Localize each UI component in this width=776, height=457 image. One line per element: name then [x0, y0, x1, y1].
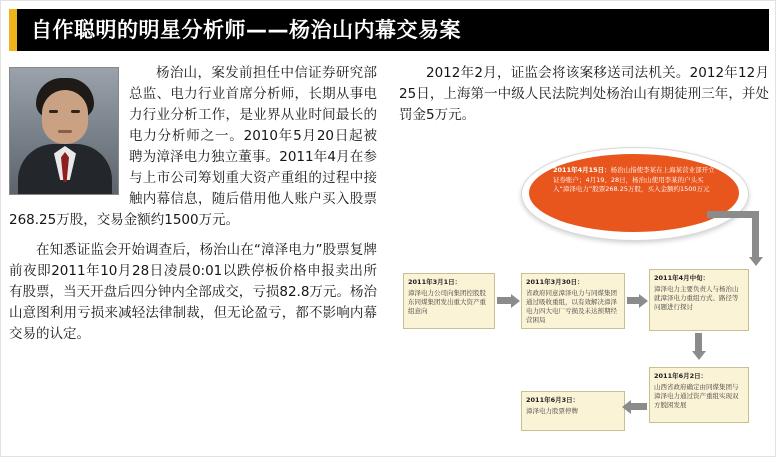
- page-title-bar: [9, 9, 769, 51]
- flow-arrow-3-4: [695, 333, 702, 353]
- highlight-date: 2011年4月15日：: [553, 166, 611, 174]
- flow-arrowhead-oval-node3: [749, 257, 763, 266]
- portrait-face: [42, 90, 88, 144]
- article-left-column: [9, 63, 377, 354]
- flow-node-body: 漳泽电力主要负责人与杨治山就漳泽电力重组方式、路径等问题进行探讨: [654, 285, 739, 311]
- flow-node-body: 漳泽电力公司向集团控股股东同煤集团发出重大资产重组意向: [408, 289, 486, 315]
- title-accent-bar: [9, 9, 17, 51]
- flow-node: [649, 367, 749, 423]
- flow-arrow-2-3: [627, 297, 639, 304]
- flow-node-date: 2011年6月2日：: [654, 372, 708, 380]
- flow-node-date: 2011年6月3日：: [526, 396, 580, 404]
- highlight-oval: [529, 154, 739, 232]
- flow-node-body: 省政府同意漳泽电力与同煤集团通过吸收重组，以有效解决漳泽电力四大电厂亏损及未达预期经营困局: [526, 289, 617, 324]
- flow-node: [521, 273, 625, 329]
- flow-node-body: 漳泽电力股票停牌: [526, 407, 578, 415]
- flow-arrowhead-3-4: [692, 351, 706, 360]
- paragraph: 在知悉证监会开始调查后，杨治山在“漳泽电力”股票复牌前夜即2011年10月28日凌晨0:01以跌停板价格申报卖出所有股票，当天开盘后四分钟内全部成交，亏损82.8万元。杨治山意图利用亏损来减轻法律制裁，但无论盈亏，都不影响内幕交易的认定。: [9, 242, 377, 342]
- flow-arrow-4-5: [631, 403, 647, 410]
- flow-arrowhead-4-5: [622, 400, 631, 414]
- flow-node-body: 山西省政府确定由同煤集团与漳泽电力通过资产重组实现双方脱困发展: [654, 383, 739, 409]
- page-title: 自作聪明的明星分析师——杨治山内幕交易案: [31, 18, 461, 42]
- flow-arrowhead-1-2: [511, 294, 520, 308]
- article-right-column: [399, 63, 769, 135]
- portrait-eye-left: [49, 110, 58, 113]
- portrait-photo: [9, 67, 119, 195]
- portrait-mouth: [58, 130, 72, 133]
- flow-node: [649, 269, 749, 331]
- case-timeline-flowchart: [397, 151, 771, 451]
- flow-node: [403, 273, 495, 329]
- flow-node: [521, 391, 625, 431]
- flow-arrow-oval-down: [752, 211, 759, 259]
- paragraph: 杨治山，案发前担任中信证券研究部总监、电力行业首席分析师，长期从事电力行业分析工作，是业界从业时间最长的电力分析师之一。2010年5月20日起被聘为漳泽电力独立董事。2011年4月在参与上市公司筹划重大资产重组的过程中接触内幕信息，随后借用他人账户买入股票268.25万股，交易金额约1500万元。: [9, 65, 377, 228]
- flow-node-date: 2011年3月30日：: [526, 278, 584, 286]
- flow-arrowhead-2-3: [639, 294, 648, 308]
- paragraph: 2012年2月，证监会将该案移送司法机关。2012年12月25日，上海第一中级人民法院判处杨治山有期徒刑三年，并处罚金5万元。: [399, 65, 769, 123]
- flow-node-date: 2011年3月1日：: [408, 278, 462, 286]
- flow-arrow-1-2: [497, 297, 511, 304]
- flow-node-date: 2011年4月中旬：: [654, 274, 710, 282]
- highlight-body: 杨治山指使李某在上海某营业部开立证券账户；4月19、28日，杨治山使用李某的户头买入“漳泽电力”股票268.25万股，买入金额约1500万元: [553, 166, 715, 193]
- portrait-eye-right: [71, 110, 80, 113]
